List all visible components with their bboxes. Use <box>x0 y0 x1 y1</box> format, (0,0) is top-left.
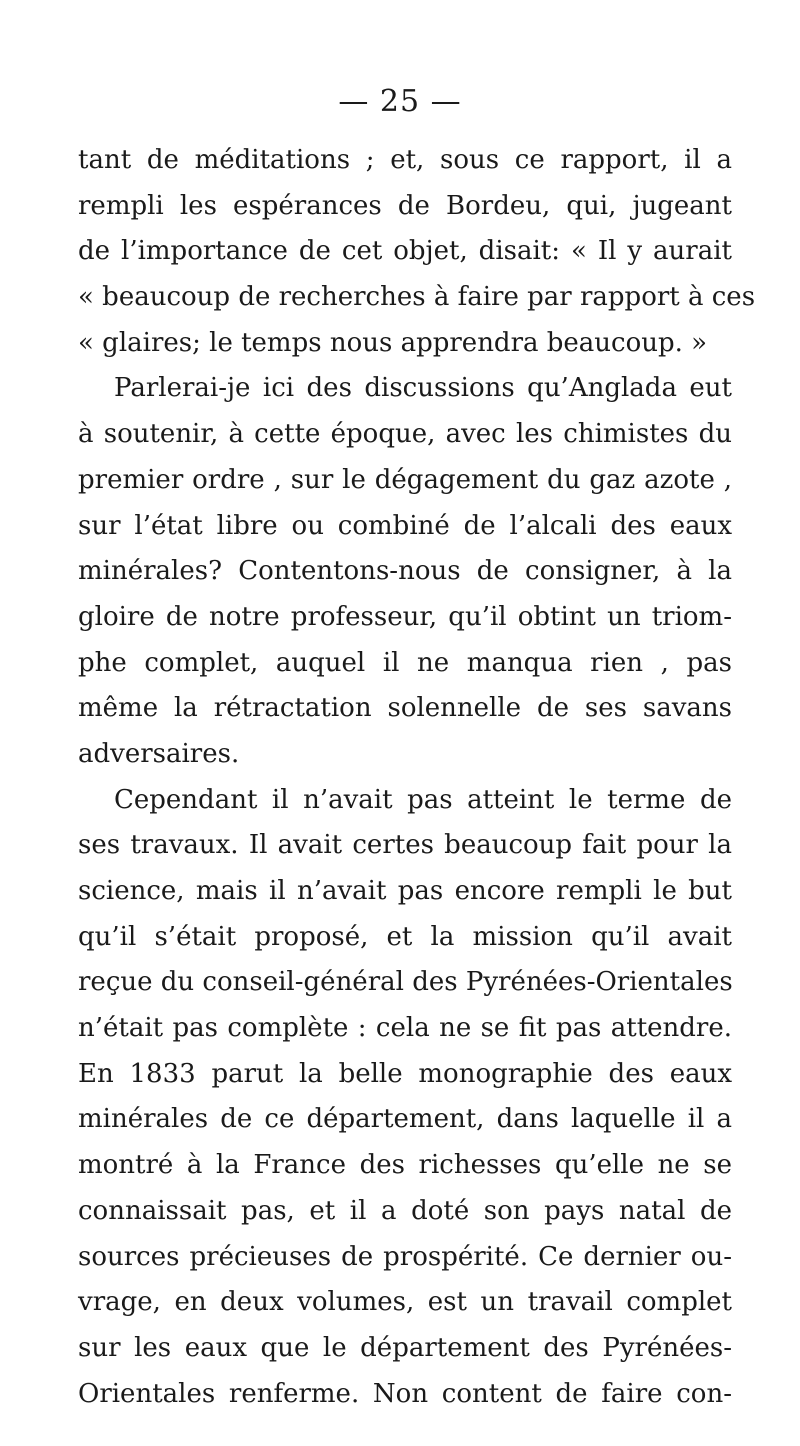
text-line: Cependant il n’avait pas atteint le terme de <box>114 784 732 815</box>
text-line: adversaires. <box>78 738 240 769</box>
text-line: montré à la France des richesses qu’elle ne se <box>78 1150 732 1181</box>
text-line: rempli les espérances de Bordeu, qui, jugeant <box>78 190 732 221</box>
text-line: tant de méditations ; et, sous ce rapport, il a <box>78 145 732 175</box>
text-line: « beaucoup de recherches à faire par rapport à ces <box>78 282 756 313</box>
text-line: même la rétractation solennelle de ses savans <box>78 693 732 724</box>
body-text <box>78 138 756 1417</box>
text-line: qu’il s’était proposé, et la mission qu’il avait <box>78 921 732 952</box>
text-line: minérales de ce département, dans laquelle il a <box>78 1104 732 1135</box>
text-line: gloire de notre professeur, qu’il obtint un triom- <box>78 601 732 632</box>
text-line: phe complet, auquel il ne manqua rien , pas <box>78 647 732 678</box>
text-line: reçue du conseil-général des Pyrénées-Orientales <box>78 967 733 998</box>
text-line: science, mais il n’avait pas encore rempli le but <box>78 876 732 906</box>
text-line: à soutenir, à cette époque, avec les chimistes du <box>78 419 732 450</box>
text-line: sur les eaux que le département des Pyrénées- <box>78 1332 732 1363</box>
text-line: premier ordre , sur le dégagement du gaz azote , <box>78 464 732 495</box>
text-line: sources précieuses de prospérité. Ce dernier ou- <box>78 1241 732 1272</box>
text-line: minérales? Contentons-nous de consigner, à la <box>78 556 732 587</box>
text-line: connaissait pas, et il a doté son pays natal de <box>78 1195 732 1226</box>
text-line: En 1833 parut la belle monographie des eaux <box>78 1058 732 1089</box>
page-number: — 25 — <box>338 84 462 119</box>
text-line: Orientales renferme. Non content de faire con- <box>78 1378 732 1409</box>
text-line: ses travaux. Il avait certes beaucoup fait pour la <box>78 830 732 861</box>
text-line: « glaires; le temps nous apprendra beaucoup. » <box>78 327 708 358</box>
text-line: de l’importance de cet objet, disait: « Il y aurait <box>78 236 732 267</box>
text-line: Parlerai-je ici des discussions qu’Anglada eut <box>114 373 732 404</box>
text-line: n’était pas complète : cela ne se fit pas attendre. <box>78 1013 732 1044</box>
text-line: vrage, en deux volumes, est un travail complet <box>78 1287 732 1318</box>
text-line: sur l’état libre ou combiné de l’alcali des eaux <box>78 510 732 541</box>
